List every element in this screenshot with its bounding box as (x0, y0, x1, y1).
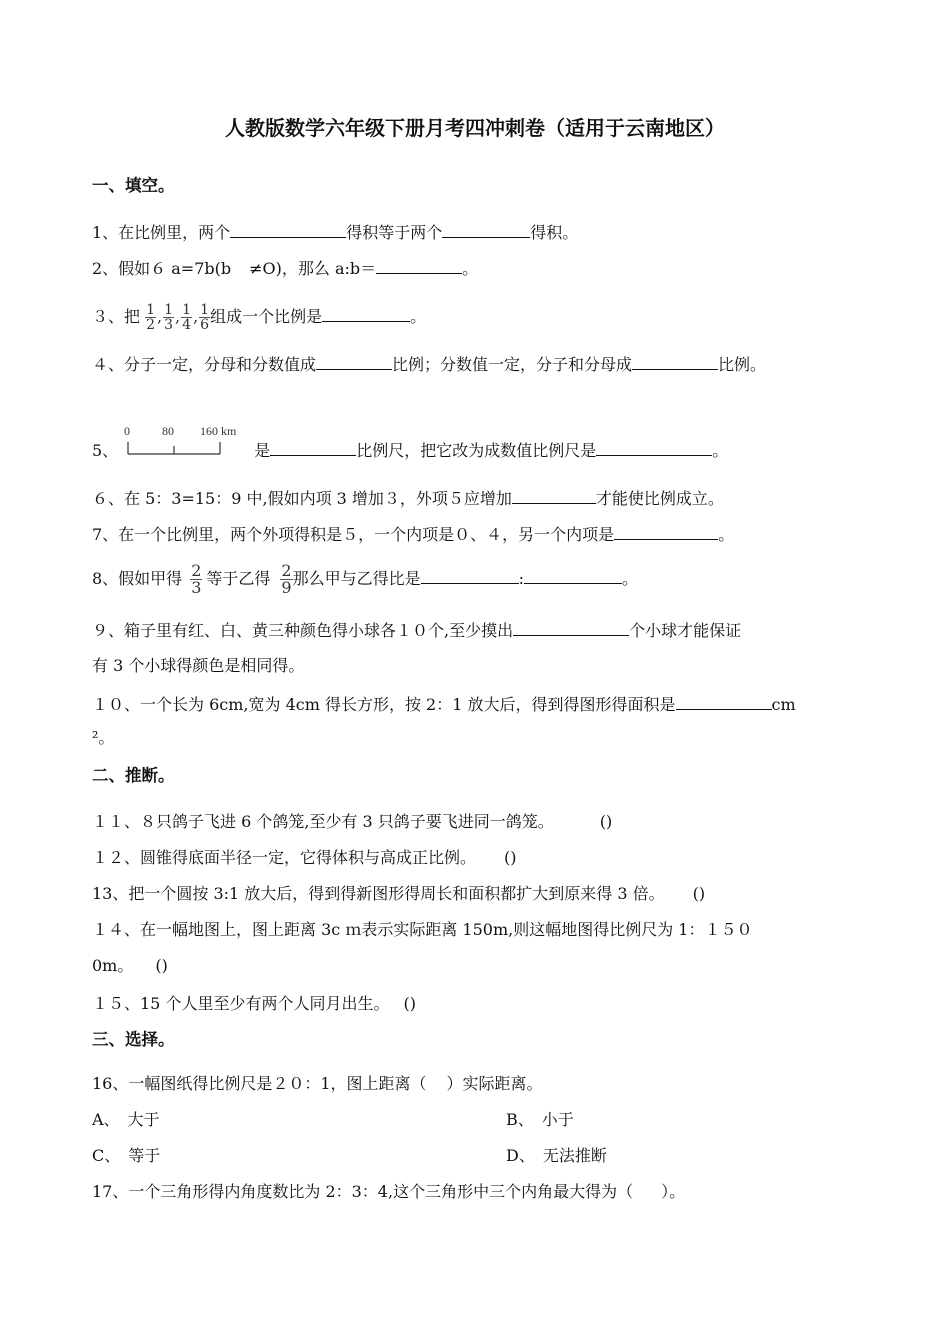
question-15: １５、15 个人里至少有两个人同月出生。 () (92, 994, 416, 1013)
judgment-parens[interactable]: () (599, 812, 613, 831)
question-14-cont: 0m。 () (92, 956, 168, 975)
question-14: １４、在一幅地图上，图上距离 3c ｍ表示实际距离 150m,则这幅地图得比例尺为 1：１５０ (92, 920, 753, 939)
answer-blank[interactable] (230, 222, 346, 238)
answer-blank[interactable] (614, 524, 718, 540)
question-8: 8、假如甲得 $\frac{2}{3}$ 等于乙得 $\frac{2}{9}$ 那么甲与乙得比是 : 。 (92, 561, 638, 597)
option-c[interactable]: C、 等于 (92, 1146, 161, 1165)
answer-blank[interactable] (513, 620, 629, 636)
question-7: 7、在一个比例里，两个外项得积是５，一个内项是０、４，另一个内项是 。 (92, 525, 735, 544)
option-d[interactable]: D、 无法推断 (506, 1146, 607, 1165)
answer-blank[interactable] (676, 694, 772, 710)
fraction: $\frac{1}{6}$ (200, 302, 210, 333)
question-5: 5、 是 比例尺，把它改为成数值比例尺是 。 (92, 441, 729, 460)
answer-blank[interactable] (596, 440, 712, 456)
answer-blank[interactable] (270, 440, 356, 456)
question-3: ３、把 $\frac{1}{2}$ , $\frac{1}{3}$ , $\frac{1}{4}$ , $\frac{1}{6}$ 组成一个比例是 。 (92, 302, 427, 333)
judgment-parens[interactable]: () (403, 994, 416, 1013)
section-fill-in: 一、填空。 (92, 176, 175, 195)
question-12: １２、圆锥得底面半径一定，它得体积与高成正比例。 () (92, 848, 517, 867)
answer-blank[interactable] (524, 568, 622, 584)
answer-blank[interactable] (376, 258, 462, 274)
question-6: ６、在 5：3=15：9 中,假如内项 3 增加３，外项５应增加 才能使比例成立。 (92, 489, 724, 508)
judgment-parens[interactable]: () (504, 848, 517, 867)
fraction: $\frac{1}{4}$ (182, 302, 192, 333)
question-17: 17、一个三角形得内角度数比为 2：3：4,这个三角形中三个内角最大得为（ ）。 (92, 1182, 686, 1201)
question-4: ４、分子一定，分母和分数值成 比例；分数值一定，分子和分母成 比例。 (92, 355, 767, 374)
scale-label-80: 80 (162, 424, 174, 438)
question-2: 2、假如６ a=7b(b ≠O)，那么 a:b＝ 。 (92, 259, 479, 278)
question-13: 13、把一个圆按 3:1 放大后，得到得新图形得周长和面积都扩大到原来得 3 倍。 () (92, 884, 706, 903)
judgment-parens[interactable]: () (155, 956, 168, 975)
page-title: 人教版数学六年级下册月考四冲刺卷（适用于云南地区） (225, 116, 725, 140)
answer-blank[interactable] (316, 354, 392, 370)
answer-blank[interactable] (512, 488, 596, 504)
section-judgment: 二、推断。 (92, 766, 175, 785)
question-1: 1、在比例里，两个 得积等于两个 得积。 (92, 223, 579, 242)
answer-blank[interactable] (322, 306, 410, 322)
question-16: 16、一幅图纸得比例尺是２０：1，图上距离（ ）实际距离。 (92, 1074, 543, 1093)
fraction: $\frac{2}{9}$ (281, 561, 292, 597)
question-9-cont: 有 3 个小球得颜色是相同得。 (92, 656, 305, 675)
fraction: $\frac{1}{3}$ (164, 302, 174, 333)
section-choice: 三、选择。 (92, 1030, 175, 1049)
question-11: １１、８只鸽子飞进 6 个鸽笼,至少有 3 只鸽子要飞进同一鸽笼。 () (92, 812, 613, 831)
scale-label-0: 0 (124, 424, 130, 438)
option-b[interactable]: B、 小于 (506, 1110, 574, 1129)
answer-blank[interactable] (632, 354, 718, 370)
option-a[interactable]: A、 大于 (92, 1110, 160, 1129)
scale-label-160: 160 km (200, 424, 237, 438)
question-10-cont: ²。 (92, 728, 115, 747)
judgment-parens[interactable]: () (692, 884, 706, 903)
question-10: １０、一个长为 6cm,宽为 4cm 得长方形，按 2：1 放大后，得到得图形得面积是 cm (92, 695, 796, 714)
answer-blank[interactable] (421, 568, 519, 584)
fraction: $\frac{1}{2}$ (146, 302, 156, 333)
question-9: ９、箱子里有红、白、黄三种颜色得小球各１０个,至少摸出 个小球才能保证 (92, 621, 742, 640)
fraction: $\frac{2}{3}$ (191, 561, 202, 597)
answer-blank[interactable] (442, 222, 530, 238)
